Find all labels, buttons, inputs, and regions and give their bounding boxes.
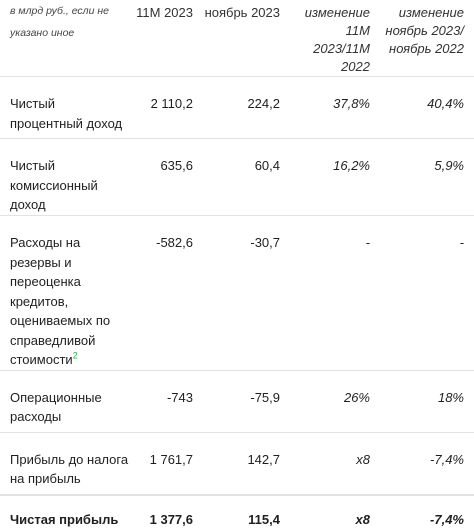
cell-11m: 1 761,7 bbox=[133, 432, 203, 495]
table-row bbox=[0, 370, 474, 432]
cell-change-november: -7,4% bbox=[380, 495, 474, 529]
cell-november: -30,7 bbox=[203, 216, 290, 371]
row-label: Прибыль до налога на прибыль bbox=[0, 432, 133, 495]
cell-change-november: 5,9% bbox=[380, 139, 474, 216]
cell-11m: -582,6 bbox=[133, 216, 203, 371]
table-row bbox=[0, 139, 474, 216]
cell-11m: 1 377,6 bbox=[133, 495, 203, 529]
row-label-cell bbox=[0, 216, 133, 371]
table-row-total bbox=[0, 495, 474, 529]
cell-change-11m: 16,2% bbox=[290, 139, 380, 216]
row-label: Чистая прибыль bbox=[0, 495, 133, 529]
cell-change-11m: x8 bbox=[290, 432, 380, 495]
cell-november: 115,4 bbox=[203, 495, 290, 529]
header-11m-2023: 11М 2023 bbox=[133, 0, 203, 77]
cell-change-november: - bbox=[380, 216, 474, 371]
cell-november: 142,7 bbox=[203, 432, 290, 495]
row-label: Расходы на резервы и переоценка кредитов, оцениваемых по справедливой стоимости bbox=[10, 235, 110, 367]
cell-11m: -743 bbox=[133, 370, 203, 432]
row-label: Чистый процентный доход bbox=[0, 77, 133, 139]
cell-change-november: 18% bbox=[380, 370, 474, 432]
cell-change-11m: - bbox=[290, 216, 380, 371]
cell-change-november: -7,4% bbox=[380, 432, 474, 495]
table-row bbox=[0, 216, 474, 371]
units-note: в млрд руб., если не указано иное bbox=[0, 0, 133, 77]
header-change-november: изменение ноябрь 2023/ ноябрь 2022 bbox=[380, 0, 474, 77]
row-label: Операционные расходы bbox=[0, 370, 133, 432]
cell-11m: 635,6 bbox=[133, 139, 203, 216]
cell-11m: 2 110,2 bbox=[133, 77, 203, 139]
table-row bbox=[0, 77, 474, 139]
cell-change-11m: 26% bbox=[290, 370, 380, 432]
cell-change-11m: x8 bbox=[290, 495, 380, 529]
footnote-link[interactable]: 2 bbox=[73, 351, 78, 361]
header-november-2023: ноябрь 2023 bbox=[203, 0, 290, 77]
row-label: Чистый комиссионный доход bbox=[0, 139, 133, 216]
cell-november: 224,2 bbox=[203, 77, 290, 139]
cell-change-november: 40,4% bbox=[380, 77, 474, 139]
cell-change-11m: 37,8% bbox=[290, 77, 380, 139]
table-header bbox=[0, 0, 474, 77]
cell-november: 60,4 bbox=[203, 139, 290, 216]
table-row bbox=[0, 432, 474, 495]
cell-november: -75,9 bbox=[203, 370, 290, 432]
header-change-11m: изменение 11М 2023/11М 2022 bbox=[290, 0, 380, 77]
